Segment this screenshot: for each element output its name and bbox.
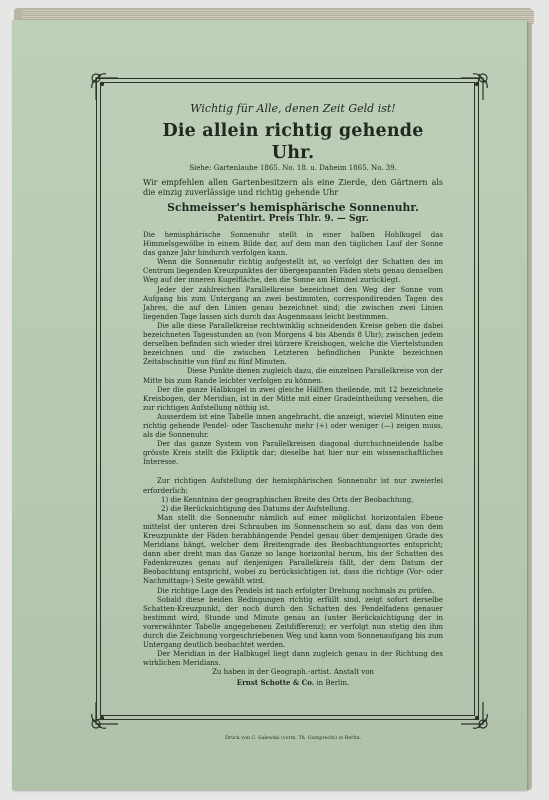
list-item: 2) die Berücksichtigung des Datums der Aufstellung. [161,504,350,513]
lead-text: Wir empfehlen allen Gartenbesitzern als eine Zierde, den Gärtnern als die einzig zuverlässige und richtig gehende Uhr [143,178,443,197]
reference-line: Siehe: Gartenlaube 1865. No. 18. u. Daheim 1865. No. 39. [189,164,397,172]
paragraph: Die alle diese Parallelkreise rechtwinklig schneidenden Kreise geben die dabei bezeichneten Tagesstunden an (von Morgens 4 bis Abends 8 Uhr); zwischen jedem derselben befinden sich wieder drei kürzere Kreisbogen, welche die Viertelstunden bezeichnen und die zwischen Letzteren befindlichen Punkte bezeichnen Zeitabschnitte von fünf zu fünf Minuten. [143,321,443,367]
paragraph: Die richtige Lage des Pendels ist nach erfolgter Drehung nochmals zu prüfen. [157,586,435,595]
setup-intro: Zur richtigen Aufstellung der hemisphärischen Sonnenuhr ist nur zweierlei erforderlich: [143,477,443,495]
paragraph: Diese Punkte dienen zugleich dazu, die einzelnen Parallelkreise von der Mitte bis zum Rande leichter verfolgen zu können. [143,367,443,385]
publisher-city: in Berlin. [316,678,350,687]
corner-ornament-icon [88,70,120,102]
paragraph: Die hemisphärische Sonnenuhr stellt in einer halben Hohlkugel das Himmelsgewölbe in einem Bilde dar, auf dem man den täglichen Lauf der Sonne das ganze Jahr hindurch verfolgen kann. [143,231,443,258]
page-title: Die allein richtig gehende Uhr. [162,121,424,163]
list-item: 1) die Kenntniss der geographischen Breite des Orts der Beobachtung, [161,495,414,504]
headline: Wichtig für Alle, denen Zeit Geld ist! [190,102,396,115]
paragraph: Jeder der zahlreichen Parallelkreise bezeichnet den Weg der Sonne vom Aufgang bis zum Untergang an zwei bestimmten, correspondirenden Tagen des Jahres, die auf den Linien genau bezeichnet sind; die zwischen zwei Linien liegenden Tage lassen sich durch das Augenmaass leicht bestimmen. [143,285,443,321]
price-line: Patentirt. Preis Thlr. 9. — Sgr. [217,214,369,224]
corner-ornament-icon [88,700,120,732]
printer-imprint: Druck von C. Salewski (vorm. Th. Gumprecht) in Berlin. [224,736,362,741]
paragraph: Wenn die Sonnenuhr richtig aufgestellt ist, so verfolgt der Schatten des im Centrum liegenden Kreuzpunktes der übergespannten Fäden stets genau denselben Weg auf der inneren Kugelfläche, den die Sonne am Himmel zurücklegt. [143,258,443,285]
product-name: Schmeisser's hemisphärische Sonnenuhr. [167,201,419,214]
availability-prefix: Zu haben in der Geograph.-artist. Anstalt von [212,668,374,677]
corner-ornament-icon [459,700,491,732]
corner-ornament-icon [459,70,491,102]
publisher-name: Ernst Schotte & Co. [236,677,315,687]
paragraph: Sobald diese beiden Bedingungen richtig erfüllt sind, zeigt sofort derselbe Schatten-Kreuzpunkt, der noch durch den Schatten des Pendelfadens genauer bestimmt wird, Stunde und Minute genau an (unter Berücksichtigung der in vorerwähnter Tabelle angegebenen Zeitdifferenz); er verfolgt nun stetig den ihm durch die Zeichnung vorgeschriebenen Weg und kann vom Sonnenaufgang bis zum Untergang deutlich beobachtet werden. [143,595,443,650]
paragraph: Der das ganze System von Parallelkreisen diagonal durchschneidende halbe grösste Kreis stellt die Ekliptik dar; dieselbe hat hier nur ein wissenschaftliches Interesse. [143,440,443,467]
paragraph: Man stellt die Sonnenuhr nämlich auf einer möglichst horizontalen Ebene mittelst der unteren drei Schrauben im Sonnenschein so auf, dass das von dem Kreuzpunkte der Fäden herabhängende Pendel genau über demjenigen Grade des Meridians hängt, welcher dem Breitengrade des Beobachtungsortes entspricht; dann aber dreht man das Ganze so lange horizontal herum, bis der Schatten des Fadenkreuzes genau auf denjenigen Parallelkreis fällt, der dem Datum der Beobachtung entspricht, wobei zu berücksichtigen ist, dass die richtige (Vor- oder Nachmittags-) Seite gewählt wird. [143,513,443,586]
advertisement-content [143,98,443,688]
availability-line [143,668,443,677]
publisher-line [143,678,443,688]
paragraph: Der Meridian in der Halbkugel liegt dann zugleich genau in der Richtung des wirklichen Meridians. [143,650,443,668]
paragraph: Der die ganze Halbkugel in zwei gleiche Hälften theilende, mit 12 bezeichnete Kreisbogen, der Meridian, ist in der Mitte mit einer Gradeintheilung versehen, die zur richtigen Aufstellung nöthig ist. [143,385,443,412]
paragraph: Ausserdem ist eine Tabelle innen angebracht, die anzeigt, wieviel Minuten eine richtig gehende Pendel- oder Taschenuhr mehr (+) oder weniger (—) zeigen muss, als die Sonnenuhr. [143,412,443,440]
